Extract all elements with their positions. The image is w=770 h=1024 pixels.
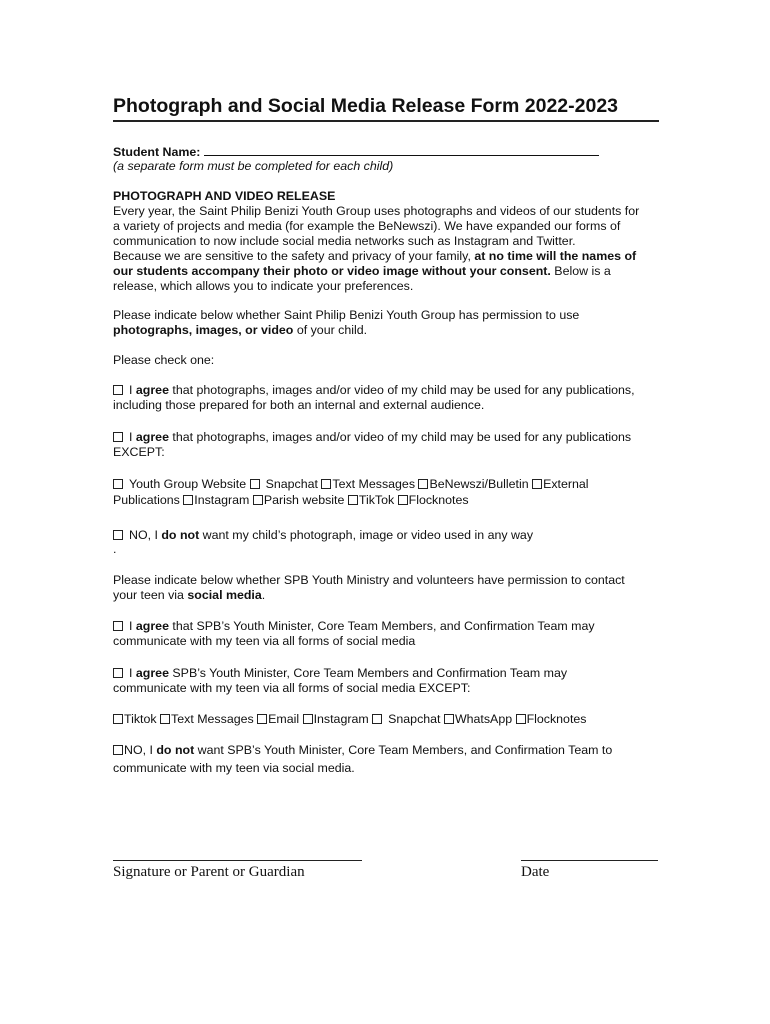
- except-item-label: Email: [268, 712, 300, 726]
- except-item-label: Tiktok: [124, 712, 157, 726]
- except-item-label: Instagram: [313, 712, 369, 726]
- bold-text: do not: [161, 528, 200, 542]
- photo-release-text: [113, 249, 636, 264]
- text-span: SPB’s Youth Minister, Core Team Members and Confirmation Team may: [168, 666, 568, 680]
- signature-label: Signature or Parent or Guardian: [113, 864, 305, 880]
- except-item-label: Parish website: [263, 493, 345, 507]
- form-title: Photograph and Social Media Release Form 2022-2023: [113, 93, 659, 122]
- checkbox-flocknotes[interactable]: [398, 495, 408, 505]
- checkbox-sm-text-messages[interactable]: [160, 714, 170, 724]
- separate-form-note: (a separate form must be completed for each child): [113, 159, 394, 173]
- photo-release-text: release, which allows you to indicate your preferences.: [113, 279, 414, 293]
- social-option-text: communicate with my teen via all forms of social media EXCEPT:: [113, 681, 471, 695]
- text-span: your teen via: [113, 588, 188, 602]
- text-span: Because we are sensitive to the safety and privacy of your family,: [113, 249, 475, 263]
- text-span: I: [129, 383, 136, 397]
- date-line[interactable]: [521, 860, 658, 861]
- bold-text: agree: [135, 383, 169, 397]
- permission-text: [113, 323, 367, 338]
- checkbox-snapchat[interactable]: [250, 479, 260, 489]
- photo-option-text: EXCEPT:: [113, 445, 165, 459]
- except-item-label: BeNewszi/Bulletin: [429, 477, 529, 491]
- check-one-text: Please check one:: [113, 353, 215, 367]
- except-item-label: Flocknotes: [526, 712, 587, 726]
- checkbox-tiktok[interactable]: [348, 495, 358, 505]
- bold-text: agree: [135, 619, 169, 633]
- student-name-row: [113, 144, 599, 160]
- date-label: Date: [521, 864, 550, 880]
- checkbox-instagram[interactable]: [183, 495, 193, 505]
- checkbox-sm-email[interactable]: [257, 714, 267, 724]
- except-item-label: Instagram: [194, 493, 250, 507]
- bold-text: our students accompany their photo or video image without your consent.: [113, 264, 551, 278]
- photo-except-list: [113, 493, 469, 508]
- photo-option-text: including those prepared for both an internal and external audience.: [113, 398, 485, 412]
- permission-text: Please indicate below whether Saint Philip Benizi Youth Group has permission to use: [113, 308, 580, 322]
- except-item-label: WhatsApp: [454, 712, 513, 726]
- checkbox-social-no[interactable]: [113, 745, 123, 755]
- social-option-no: [113, 743, 612, 758]
- except-item-label: Flocknotes: [408, 493, 469, 507]
- checkbox-benewszi-bulletin[interactable]: [418, 479, 428, 489]
- text-span: NO, I: [124, 743, 157, 757]
- photo-release-text: Every year, the Saint Philip Benizi Youth Group uses photographs and videos of our students for: [113, 204, 640, 218]
- signature-line[interactable]: [113, 860, 362, 861]
- checkbox-text-messages[interactable]: [321, 479, 331, 489]
- social-option-text: communicate with my teen via all forms of social media: [113, 634, 416, 648]
- student-name-label: Student Name:: [113, 145, 201, 159]
- except-item-label: Text Messages: [332, 477, 416, 491]
- bold-text: social media: [187, 588, 262, 602]
- social-except-list: [113, 712, 586, 727]
- bold-text: at no time will the names of: [474, 249, 637, 263]
- text-span: I: [129, 619, 136, 633]
- social-permission-text: [113, 588, 265, 603]
- except-item-label: Text Messages: [171, 712, 254, 726]
- text-span: NO, I: [129, 528, 162, 542]
- text-span: I: [129, 430, 136, 444]
- checkbox-parish-website[interactable]: [253, 495, 263, 505]
- text-span: Below is a: [550, 264, 611, 278]
- photo-release-text: a variety of projects and media (for example the BeNewszi). We have expanded our forms of: [113, 219, 621, 233]
- checkbox-photo-no[interactable]: [113, 530, 123, 540]
- photo-option-agree-except: [113, 430, 631, 445]
- except-item-label: TikTok: [358, 493, 395, 507]
- social-permission-text: Please indicate below whether SPB Youth Ministry and volunteers have permission to contact: [113, 573, 625, 587]
- photo-option-no: [113, 528, 533, 543]
- student-name-field[interactable]: [204, 144, 599, 156]
- text-span: of your child.: [293, 323, 368, 337]
- social-option-agree-all: [113, 619, 595, 634]
- text-span: that photographs, images and/or video of my child may be used for any publications: [168, 430, 632, 444]
- photo-release-text: communication to now include social media networks such as Instagram and Twitter.: [113, 234, 576, 248]
- except-item-label: Youth Group Website: [129, 477, 247, 491]
- photo-except-list: [113, 477, 589, 492]
- text-span: .: [261, 588, 266, 602]
- except-item-label: Snapchat: [388, 712, 441, 726]
- text-span: that SPB’s Youth Minister, Core Team Members, and Confirmation Team may: [168, 619, 595, 633]
- bold-text: photographs, images, or video: [113, 323, 294, 337]
- checkbox-sm-flocknotes[interactable]: [516, 714, 526, 724]
- social-option-agree-except: [113, 666, 567, 681]
- text-span: I: [129, 666, 136, 680]
- checkbox-sm-tiktok[interactable]: [113, 714, 123, 724]
- bold-text: do not: [156, 743, 195, 757]
- photo-release-heading: PHOTOGRAPH AND VIDEO RELEASE: [113, 189, 336, 203]
- checkbox-sm-whatsapp[interactable]: [444, 714, 454, 724]
- photo-release-text: [113, 264, 611, 279]
- photo-option-agree-all: [113, 383, 635, 398]
- social-option-text: communicate with my teen via social media.: [113, 761, 355, 775]
- checkbox-photo-agree-all[interactable]: [113, 385, 123, 395]
- stray-period: .: [113, 542, 117, 556]
- checkbox-youth-group-website[interactable]: [113, 479, 123, 489]
- text-span: that photographs, images and/or video of my child may be used for any publications,: [168, 383, 635, 397]
- checkbox-sm-instagram[interactable]: [303, 714, 313, 724]
- text-span: want SPB’s Youth Minister, Core Team Members, and Confirmation Team to: [194, 743, 613, 757]
- checkbox-sm-snapchat[interactable]: [372, 714, 382, 724]
- except-item-label: Snapchat: [265, 477, 318, 491]
- except-item-label: Publications: [113, 493, 180, 507]
- checkbox-social-agree-all[interactable]: [113, 621, 123, 631]
- except-item-label: External: [543, 477, 589, 491]
- checkbox-external-publications[interactable]: [532, 479, 542, 489]
- bold-text: agree: [135, 430, 169, 444]
- checkbox-photo-agree-except[interactable]: [113, 432, 123, 442]
- bold-text: agree: [135, 666, 169, 680]
- text-span: want my child’s photograph, image or video used in any way: [199, 528, 534, 542]
- checkbox-social-agree-except[interactable]: [113, 668, 123, 678]
